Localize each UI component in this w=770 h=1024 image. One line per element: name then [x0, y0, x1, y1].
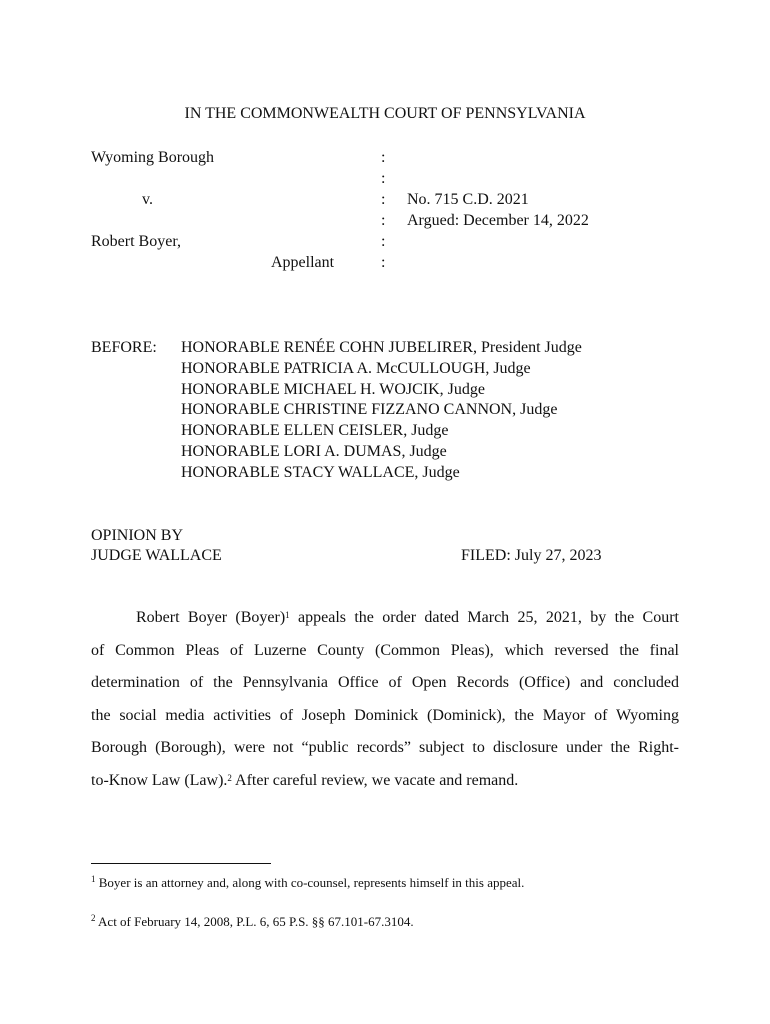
footnote-text: Boyer is an attorney and, along with co-counsel, represents himself in this appeal. — [95, 875, 525, 890]
paragraph-line: to-Know Law (Law).$^2$ After careful review, we vacate and remand. — [91, 771, 519, 789]
footnote-mark: 2 — [91, 913, 96, 923]
caption-colon: : — [381, 170, 386, 187]
judge-entry: HONORABLE STACY WALLACE, Judge — [181, 463, 460, 481]
judge-entry: HONORABLE RENÉE COHN JUBELIRER, President Judge — [181, 339, 582, 356]
opinion-paragraph — [91, 602, 679, 798]
footnote-ref-2[interactable]: 2 — [227, 772, 232, 783]
paragraph-line: determination of the Pennsylvania Office of Open Records (Office) and concluded — [91, 674, 679, 692]
paragraph-line: the social media activities of Joseph Dominick (Dominick), the Mayor of Wyoming — [91, 706, 679, 724]
caption-plaintiff: Wyoming Borough — [91, 149, 215, 166]
footnote-mark: 1 — [91, 874, 96, 884]
court-title: IN THE COMMONWEALTH COURT OF PENNSYLVANIA — [184, 105, 586, 122]
filed-date: FILED: July 27, 2023 — [461, 547, 602, 564]
judges-list — [181, 338, 582, 484]
opinion-by: OPINION BY — [91, 527, 183, 544]
footnote-text: Act of February 14, 2008, P.L. 6, 65 P.S. §§ 67.101-67.3104. — [95, 914, 414, 929]
caption-versus: v. — [142, 191, 153, 208]
judge-entry: HONORABLE ELLEN CEISLER, Judge — [181, 422, 449, 440]
paragraph-line: of Common Pleas of Luzerne County (Common Pleas), which reversed the final — [91, 641, 679, 659]
judge-entry: HONORABLE LORI A. DUMAS, Judge — [181, 442, 447, 460]
caption-colon: : — [381, 149, 386, 166]
argued-date: Argued: December 14, 2022 — [407, 212, 589, 229]
before-label: BEFORE: — [91, 339, 157, 356]
footnote-ref-1[interactable]: 1 — [285, 610, 290, 620]
judge-entry: HONORABLE MICHAEL H. WOJCIK, Judge — [181, 380, 485, 398]
caption-colon: : — [381, 212, 386, 229]
caption-colon: : — [381, 233, 386, 250]
footnote-separator — [91, 863, 271, 864]
opinion-author: JUDGE WALLACE — [91, 547, 222, 564]
paragraph-line: Robert Boyer (Boyer)$^1$ appeals the order dated March 25, 2021, by the Court — [136, 609, 679, 626]
footnote-2 — [91, 914, 414, 930]
footnote-1 — [91, 875, 524, 891]
caption-role: Appellant — [271, 254, 335, 271]
paragraph-line: Borough (Borough), were not “public records” subject to disclosure under the Right- — [91, 739, 679, 757]
caption-colon: : — [381, 191, 386, 208]
docket-number: No. 715 C.D. 2021 — [407, 191, 529, 208]
caption-colon: : — [381, 254, 386, 271]
caption-defendant: Robert Boyer, — [91, 233, 182, 250]
judge-entry: HONORABLE CHRISTINE FIZZANO CANNON, Judge — [181, 401, 558, 419]
judge-entry: HONORABLE PATRICIA A. McCULLOUGH, Judge — [181, 359, 531, 377]
